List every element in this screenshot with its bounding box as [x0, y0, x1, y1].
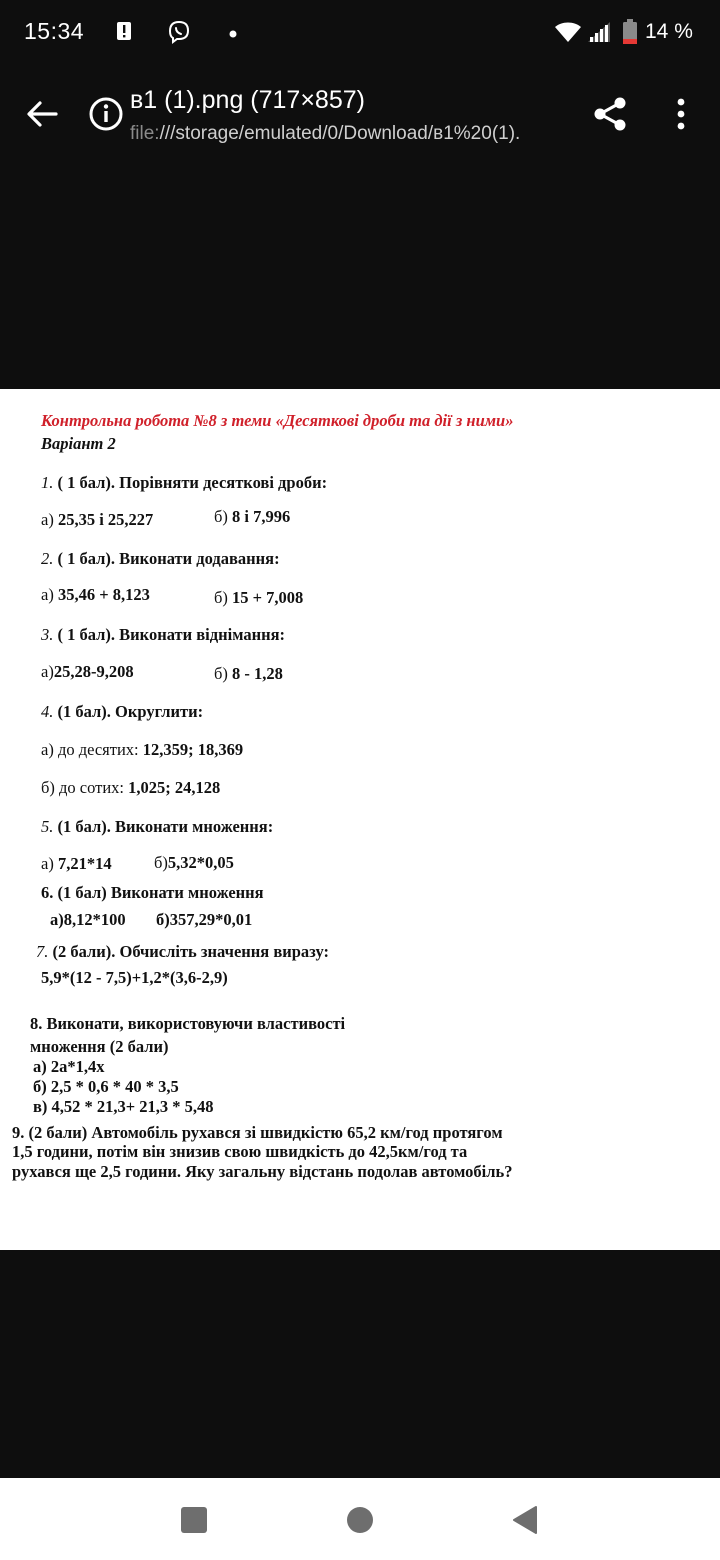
task-2-title: [41, 549, 280, 569]
task-5-title: [41, 817, 273, 837]
task-2-a-value: 35,46 + 8,123: [57, 585, 150, 604]
task-1-b-label: б): [214, 507, 228, 526]
task-6-b: б)357,29*0,01: [156, 910, 253, 929]
task-5-b: [154, 853, 234, 873]
task-1-a-label: а): [41, 510, 54, 529]
task-1-text: ( 1 бал). Порівняти десяткові дроби:: [53, 473, 328, 492]
alert-icon: [116, 20, 132, 42]
task-7-text: (2 бали). Обчисліть значення виразу:: [48, 942, 329, 961]
task-1-title: [41, 473, 327, 493]
task-8-a: а) 2а*1,4х: [33, 1057, 105, 1076]
viber-icon: [168, 20, 190, 44]
document-variant: Варіант 2: [41, 434, 116, 453]
page-url[interactable]: [130, 123, 560, 145]
home-button[interactable]: [347, 1507, 373, 1533]
arrow-back-icon[interactable]: [20, 92, 64, 136]
system-nav-bar: [0, 1478, 720, 1560]
task-9-line-3: рухався ще 2,5 години. Яку загальну відстань подолав автомобіль?: [12, 1162, 513, 1181]
task-7-expression: 5,9*(12 - 7,5)+1,2*(3,6-2,9): [41, 968, 228, 987]
task-5-text: (1 бал). Виконати множення:: [53, 817, 274, 836]
task-3-a-value: 25,28-9,208: [53, 662, 134, 681]
task-4-b-label: б) до сотих:: [41, 778, 125, 797]
task-4-text: (1 бал). Округлити:: [53, 702, 204, 721]
page-title: в1 (1).png (717×857): [130, 86, 365, 114]
task-7-title: [36, 942, 329, 962]
task-3-text: ( 1 бал). Виконати віднімання:: [53, 625, 286, 644]
task-1-number: 1.: [41, 473, 54, 492]
task-8-c: в) 4,52 * 21,3+ 21,3 * 5,48: [33, 1097, 214, 1116]
task-3-title: [41, 625, 285, 645]
task-5-a-label: а): [41, 854, 54, 873]
task-8-b: б) 2,5 * 0,6 * 40 * 3,5: [33, 1077, 179, 1096]
task-4-a-label: а) до десятих:: [41, 740, 139, 759]
task-2-b-label: б): [214, 588, 228, 607]
signal-icon: [586, 20, 612, 44]
wifi-icon: [554, 20, 582, 44]
task-5-b-label: б): [154, 853, 168, 872]
nav-back-icon[interactable]: [512, 1505, 538, 1535]
task-7-number: 7.: [36, 942, 49, 961]
recent-apps-button[interactable]: [181, 1507, 207, 1533]
task-2-number: 2.: [41, 549, 54, 568]
task-2-b-value: 15 + 7,008: [232, 588, 304, 607]
task-1-b-value: 8 і 7,996: [232, 507, 291, 526]
url-scheme: file:: [130, 123, 160, 144]
share-icon[interactable]: [590, 94, 630, 134]
task-8-line-1: 8. Виконати, використовуючи властивості: [30, 1014, 346, 1033]
task-3-b-value: 8 - 1,28: [232, 664, 283, 683]
task-5-b-value: 5,32*0,05: [167, 853, 234, 872]
battery-icon: [622, 19, 638, 45]
task-9-line-1: 9. (2 бали) Автомобіль рухався зі швидкістю 65,2 км/год протягом: [12, 1123, 503, 1142]
task-3-a: [41, 662, 134, 682]
task-4-b: [41, 778, 220, 798]
task-3-b-label: б): [214, 664, 228, 683]
task-2-text: ( 1 бал). Виконати додавання:: [53, 549, 280, 568]
battery-percent: 14 %: [645, 20, 693, 43]
task-6-a: а)8,12*100: [50, 910, 126, 929]
task-5-a: [41, 854, 112, 874]
task-1-b: [214, 507, 290, 527]
status-bar: [0, 0, 720, 68]
document-heading: Контрольна робота №8 з теми «Десяткові дроби та дії з ними»: [41, 411, 514, 430]
task-9-line-2: 1,5 години, потім він знизив свою швидкість до 42,5км/год та: [12, 1142, 468, 1161]
task-3-a-label: а): [41, 662, 54, 681]
more-vert-icon[interactable]: [668, 94, 694, 134]
task-6-title: 6. (1 бал) Виконати множення: [41, 883, 264, 902]
task-4-a-value: 12,359; 18,369: [142, 740, 244, 759]
task-1-a-value: 25,35 і 25,227: [57, 510, 154, 529]
info-icon[interactable]: [88, 96, 124, 132]
task-4-number: 4.: [41, 702, 54, 721]
task-5-number: 5.: [41, 817, 54, 836]
status-time: 15:34: [24, 18, 85, 44]
task-3-number: 3.: [41, 625, 54, 644]
task-2-b: [214, 588, 303, 608]
dot-icon: [228, 29, 238, 39]
task-4-title: [41, 702, 203, 722]
task-1-a: [41, 510, 153, 530]
task-4-a: [41, 740, 243, 760]
task-5-a-value: 7,21*14: [57, 854, 112, 873]
task-8-line-2: множення (2 бали): [30, 1037, 169, 1056]
task-2-a: [41, 585, 150, 605]
url-path: ///storage/emulated/0/Download/в1%20(1).: [159, 123, 521, 144]
document-image: [0, 389, 720, 1250]
task-2-a-label: а): [41, 585, 54, 604]
browser-toolbar: [0, 68, 720, 168]
task-3-b: [214, 664, 283, 684]
task-4-b-value: 1,025; 24,128: [128, 778, 221, 797]
